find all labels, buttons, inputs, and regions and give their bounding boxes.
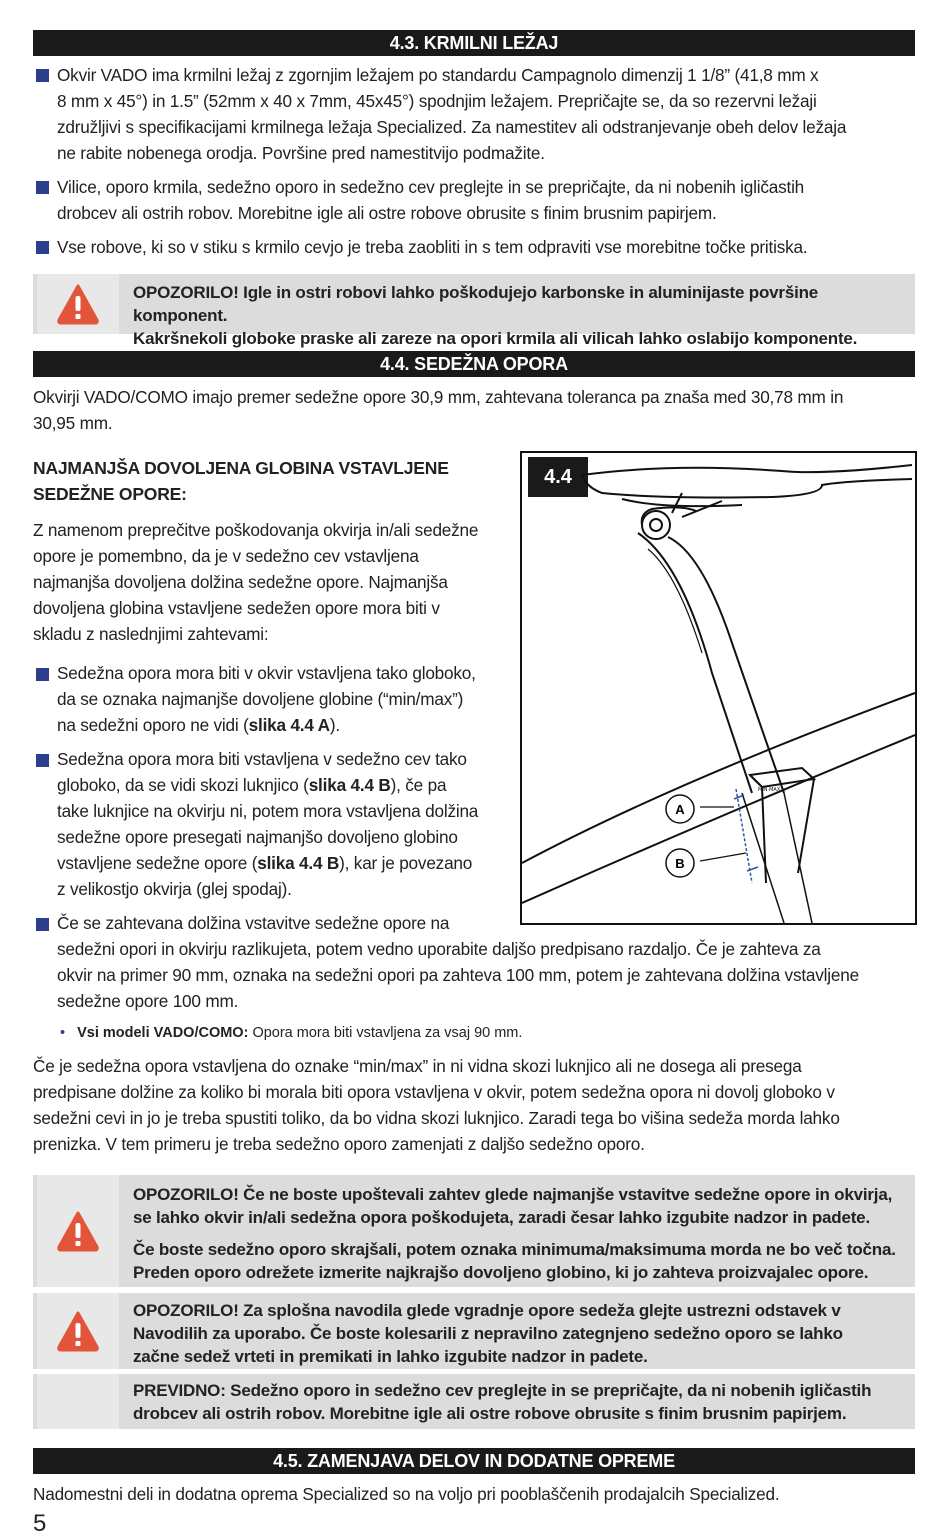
- bullet-square: [36, 69, 49, 82]
- warning-text: OPOZORILO! Igle in ostri robovi lahko poškodujejo karbonske in aluminijaste površine komponent. Kakršnekoli globoke praske ali zareze na opori krmila ali vilicah lahko oslabijo komponente.: [133, 283, 858, 348]
- bullet-text-edges: Vse robove, ki so v stiku s krmilo cevjo je treba zaobliti in s tem odpraviti vse morebitne točke pritiska.: [57, 237, 808, 257]
- paragraph-insertion: Če je sedežna opora vstavljena do oznake “min/max” in ni vidna skozi luknjico ali ne dosega ali presega predpisane dolžine za koliko bi morala biti opora vstavljena v okvir, potem sedežna opora ni dovolj globoko v sedežni cevi in jo je treba spustiti toliko, da bo vidna skozi luknjico. Zaradi tega bo višina sedeža morda lahko prenizka. V tem primeru je treba sedežno oporo zamenjati z daljšo sedežno oporo.: [33, 1056, 840, 1154]
- bullet-text-headset: Okvir VADO ima krmilni ležaj z zgornjim ležajem po standardu Campagnolo dimenzij 1 1/8” (41,8 mm x 8 mm x 45°) in 1.5” (52mm x 40 x 7mm, 45x45°) spodnjim ležajem. Prepričajte se, da so rezervni ležaji združljivi s specifikacijami krmilnega ležaja Specialized. Za namestitev ali odstranjevanje obeh delov ležaja ne rabite nobenega orodja. Površine pred namestitvijo podmažite.: [57, 65, 847, 163]
- figure-seatpost: [520, 451, 917, 925]
- bullet-text-hole: Sedežna opora mora biti vstavljena v sedežno cev tako globoko, da se vidi skozi luknjico (slika 4.4 B), če pa take luknjice na okvirju ni, potem mora vstavljena dolžina sedežne opore presegati najmanjšo dovoljeno globino vstavljene sedežne opore (slika 4.4 B), kar je povezano z velikostjo okvirja (glej spodaj).: [57, 749, 479, 899]
- caution-text: PREVIDNO: Sedežno oporo in sedežno cev preglejte in se prepričajte, da ni nobenih igličastih drobcev ali ostrih robov. Morebitne igle ali ostre robove obrusite s finim brusnim papirjem.: [133, 1381, 872, 1423]
- sub-bullet: • Vsi modeli VADO/COMO: Opora mora biti vstavljena za vsaj 90 mm.: [60, 1025, 523, 1041]
- bullet-text-inspect: Vilice, oporo krmila, sedežno oporo in sedežno cev preglejte in se prepričajte, da ni nobenih igličastih drobcev ali ostrih robov. Morebitne igle ali ostre robove obrusite s finim brusnim papirjem.: [57, 177, 805, 223]
- bullet-square: [36, 668, 49, 681]
- caution-box: [33, 1374, 915, 1429]
- warning-box: [33, 1175, 915, 1287]
- section-header-4-3: 4.3. KRMILNI LEŽAJ: [33, 30, 915, 56]
- warning-box: [33, 274, 915, 348]
- seatpost-illustration: [522, 453, 915, 923]
- dot-bullet-icon: •: [60, 1025, 66, 1041]
- warning-text: OPOZORILO! Za splošna navodila glede vgradnje opore sedeža glejte ustrezni odstavek v Navodilih za uporabo. Če boste kolesarili z nepravilno zategnjeno sedežno oporo se lahko začne sedež vrteti in premikati in lahko izgubite nadzor in padete.: [133, 1301, 843, 1366]
- paragraph-parts: Nadomestni deli in dodatna oprema Specialized so na voljo pri pooblaščenih prodajalcih Specialized.: [33, 1484, 780, 1504]
- subheading-min-depth: NAJMANJŠA DOVOLJENA GLOBINA VSTAVLJENE SEDEŽNE OPORE:: [33, 458, 449, 504]
- caution-icon-panel: [37, 1374, 119, 1429]
- section-header-4-4: 4.4. SEDEŽNA OPORA: [33, 351, 915, 377]
- callout-a-label: A: [675, 802, 685, 817]
- bullet-square: [36, 241, 49, 254]
- bullet-square: [36, 918, 49, 931]
- intro-paragraph: Okvirji VADO/COMO imajo premer sedežne opore 30,9 mm, zahtevana toleranca pa znaša med 30,78 mm in 30,95 mm.: [33, 387, 844, 433]
- bullet-square: [36, 181, 49, 194]
- bullet-square: [36, 754, 49, 767]
- bullet-text-longer-distance: Če se zahtevana dolžina vstavitve sedežne opore na sedežni opori in okvirju razlikujeta, potem vedno uporabite daljšo predpisano razdaljo. Če je zahteva za okvir na primer 90 mm, oznaka na sedežni opori pa zahteva 100 mm, potem je zahtevana dolžina vstavljene sedežne opore 100 mm.: [57, 913, 859, 1011]
- section-header-4-5: 4.5. ZAMENJAVA DELOV IN DODATNE OPREME: [33, 1448, 915, 1474]
- warning-triangle-icon: [37, 1293, 119, 1369]
- figure-label: 4.4: [528, 457, 588, 497]
- warning-icon-panel: [37, 1175, 119, 1287]
- svg-text:MIN·MAX: MIN·MAX: [758, 787, 781, 793]
- warning-box: [33, 1293, 915, 1369]
- warning-triangle-icon: [37, 1175, 119, 1287]
- warning-icon-panel: [37, 274, 119, 334]
- paragraph-min-depth: Z namenom preprečitve poškodovanja okvirja in/ali sedežne opore je pomembno, da je v sedežno cev vstavljena najmanjša dovoljena dolžina sedežne opore. Najmanjša dovoljena globina vstavljene sedežen opore mora biti v skladu z naslednjimi zahtevami:: [33, 520, 479, 644]
- bullet-text-minmax: Sedežna opora mora biti v okvir vstavljena tako globoko, da se oznaka najmanjše dovoljene globine (“min/max”) na sedežni oporo ne vidi (slika 4.4 A).: [57, 663, 476, 735]
- page-number: 5: [33, 1510, 47, 1537]
- callout-b-label: B: [675, 856, 685, 871]
- warning-text: OPOZORILO! Če ne boste upoštevali zahtev glede najmanjše vstavitve sedežne opore in okvirja, se lahko okvir in/ali sedežna opora poškodujeta, zaradi česar lahko izgubite nadzor in padete. Če boste sedežno oporo skrajšali, potem oznaka minimuma/maksimuma morda ne bo več točna. Preden oporo odrežete izmerite najkrajšo dovoljeno globino, ki jo zahteva proizvajalec opore.: [133, 1185, 896, 1282]
- warning-triangle-icon: [37, 274, 119, 334]
- warning-icon-panel: [37, 1293, 119, 1369]
